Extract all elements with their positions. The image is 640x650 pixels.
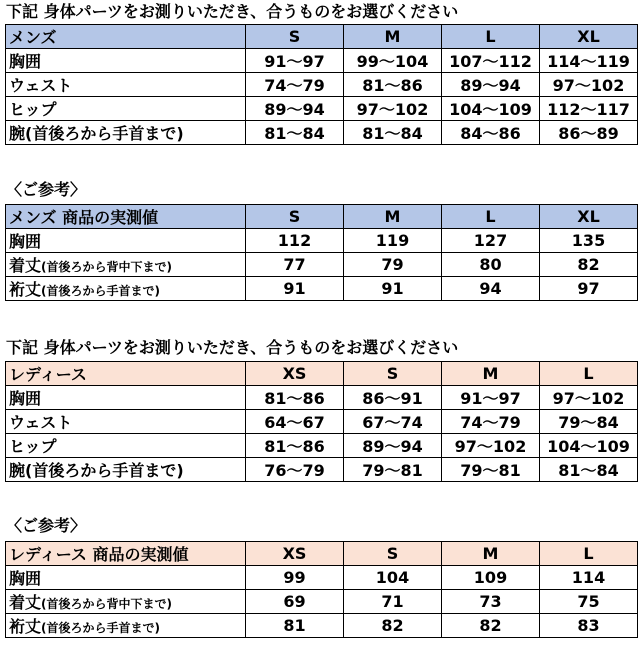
row-label-main: 胸囲 bbox=[9, 569, 42, 588]
row-label-sub: (首後ろから手首まで) bbox=[41, 621, 160, 635]
value-cell: 91 bbox=[344, 277, 442, 301]
value-cell: 104 bbox=[344, 566, 442, 590]
value-cell: 81〜84 bbox=[540, 458, 638, 482]
table-row bbox=[6, 410, 638, 434]
value-cell: 135 bbox=[540, 229, 638, 253]
value-cell: 81〜86 bbox=[344, 73, 442, 97]
value-cell: 71 bbox=[344, 590, 442, 614]
row-label: 腕(首後ろから手首まで) bbox=[6, 121, 246, 145]
value-cell: 79〜84 bbox=[540, 410, 638, 434]
size-header-m: M bbox=[344, 205, 442, 229]
value-cell: 86〜91 bbox=[344, 386, 442, 410]
value-cell: 73 bbox=[442, 590, 540, 614]
value-cell: 79〜81 bbox=[442, 458, 540, 482]
value-cell: 74〜79 bbox=[442, 410, 540, 434]
size-header-xs: XS bbox=[246, 542, 344, 566]
value-cell: 86〜89 bbox=[540, 121, 638, 145]
size-header-xl: XL bbox=[540, 205, 638, 229]
size-header-m: M bbox=[442, 542, 540, 566]
women-actual-heading: 〈ご参考〉 bbox=[6, 516, 87, 535]
value-cell: 112 bbox=[246, 229, 344, 253]
row-label bbox=[6, 566, 246, 590]
value-cell: 69 bbox=[246, 590, 344, 614]
row-label-sub: (首後ろから背中下まで) bbox=[41, 597, 172, 611]
value-cell: 104〜109 bbox=[540, 434, 638, 458]
size-header-l: L bbox=[442, 25, 540, 49]
table-row bbox=[6, 614, 638, 638]
table-row bbox=[6, 277, 638, 301]
value-cell: 119 bbox=[344, 229, 442, 253]
table-row bbox=[6, 229, 638, 253]
value-cell: 82 bbox=[344, 614, 442, 638]
value-cell: 97〜102 bbox=[442, 434, 540, 458]
value-cell: 97〜102 bbox=[540, 73, 638, 97]
row-label-sub: (首後ろから背中下まで) bbox=[41, 260, 172, 274]
value-cell: 81〜84 bbox=[344, 121, 442, 145]
value-cell: 89〜94 bbox=[246, 97, 344, 121]
value-cell: 97〜102 bbox=[344, 97, 442, 121]
value-cell: 91〜97 bbox=[246, 49, 344, 73]
table-row bbox=[6, 253, 638, 277]
table-row bbox=[6, 97, 638, 121]
value-cell: 114〜119 bbox=[540, 49, 638, 73]
value-cell: 84〜86 bbox=[442, 121, 540, 145]
men-guide-header-label: メンズ bbox=[6, 25, 246, 49]
row-label: 胸囲 bbox=[6, 49, 246, 73]
row-label bbox=[6, 253, 246, 277]
men-guide-table bbox=[5, 24, 638, 145]
row-label: ウェスト bbox=[6, 410, 246, 434]
size-header-s: S bbox=[246, 25, 344, 49]
men-guide-heading: 下記 身体パーツをお測りいただき、合うものをお選びください bbox=[6, 2, 459, 21]
value-cell: 64〜67 bbox=[246, 410, 344, 434]
table-row bbox=[6, 121, 638, 145]
size-header-xs: XS bbox=[246, 362, 344, 386]
value-cell: 79〜81 bbox=[344, 458, 442, 482]
value-cell: 97〜102 bbox=[540, 386, 638, 410]
row-label: 胸囲 bbox=[6, 386, 246, 410]
value-cell: 91 bbox=[246, 277, 344, 301]
men-guide-header-row bbox=[6, 25, 638, 49]
size-header-s: S bbox=[344, 542, 442, 566]
table-row bbox=[6, 458, 638, 482]
value-cell: 97 bbox=[540, 277, 638, 301]
size-header-xl: XL bbox=[540, 25, 638, 49]
row-label-main: 裄丈 bbox=[9, 617, 42, 636]
men-actual-header-label: メンズ 商品の実測値 bbox=[6, 205, 246, 229]
women-actual-header-row bbox=[6, 542, 638, 566]
table-row bbox=[6, 49, 638, 73]
table-row bbox=[6, 434, 638, 458]
table-row bbox=[6, 73, 638, 97]
value-cell: 89〜94 bbox=[344, 434, 442, 458]
size-header-s: S bbox=[246, 205, 344, 229]
row-label-main: 裄丈 bbox=[9, 280, 42, 299]
value-cell: 112〜117 bbox=[540, 97, 638, 121]
value-cell: 67〜74 bbox=[344, 410, 442, 434]
size-header-l: L bbox=[540, 362, 638, 386]
value-cell: 81〜86 bbox=[246, 434, 344, 458]
row-label: 腕(首後ろから手首まで) bbox=[6, 458, 246, 482]
value-cell: 94 bbox=[442, 277, 540, 301]
value-cell: 104〜109 bbox=[442, 97, 540, 121]
row-label-main: 着丈 bbox=[9, 593, 42, 612]
value-cell: 99 bbox=[246, 566, 344, 590]
value-cell: 75 bbox=[540, 590, 638, 614]
row-label bbox=[6, 614, 246, 638]
row-label: ウェスト bbox=[6, 73, 246, 97]
table-row bbox=[6, 386, 638, 410]
size-header-m: M bbox=[442, 362, 540, 386]
value-cell: 79 bbox=[344, 253, 442, 277]
women-actual-table bbox=[5, 541, 638, 638]
row-label-main: 着丈 bbox=[9, 256, 42, 275]
row-label bbox=[6, 590, 246, 614]
women-guide-heading: 下記 身体パーツをお測りいただき、合うものをお選びください bbox=[6, 338, 459, 357]
women-guide-header-label: レディース bbox=[6, 362, 246, 386]
value-cell: 114 bbox=[540, 566, 638, 590]
value-cell: 89〜94 bbox=[442, 73, 540, 97]
men-actual-header-row bbox=[6, 205, 638, 229]
row-label-main: 胸囲 bbox=[9, 232, 42, 251]
women-actual-header-label: レディース 商品の実測値 bbox=[6, 542, 246, 566]
value-cell: 107〜112 bbox=[442, 49, 540, 73]
value-cell: 109 bbox=[442, 566, 540, 590]
value-cell: 127 bbox=[442, 229, 540, 253]
table-row bbox=[6, 590, 638, 614]
value-cell: 76〜79 bbox=[246, 458, 344, 482]
size-header-l: L bbox=[540, 542, 638, 566]
value-cell: 80 bbox=[442, 253, 540, 277]
value-cell: 74〜79 bbox=[246, 73, 344, 97]
value-cell: 99〜104 bbox=[344, 49, 442, 73]
men-actual-heading: 〈ご参考〉 bbox=[6, 180, 87, 199]
table-row bbox=[6, 566, 638, 590]
value-cell: 81 bbox=[246, 614, 344, 638]
value-cell: 81〜86 bbox=[246, 386, 344, 410]
value-cell: 77 bbox=[246, 253, 344, 277]
value-cell: 91〜97 bbox=[442, 386, 540, 410]
row-label bbox=[6, 229, 246, 253]
value-cell: 81〜84 bbox=[246, 121, 344, 145]
value-cell: 83 bbox=[540, 614, 638, 638]
value-cell: 82 bbox=[540, 253, 638, 277]
women-guide-header-row bbox=[6, 362, 638, 386]
size-header-s: S bbox=[344, 362, 442, 386]
value-cell: 82 bbox=[442, 614, 540, 638]
size-header-m: M bbox=[344, 25, 442, 49]
row-label: ヒップ bbox=[6, 434, 246, 458]
men-actual-table bbox=[5, 204, 638, 301]
size-header-l: L bbox=[442, 205, 540, 229]
row-label: ヒップ bbox=[6, 97, 246, 121]
row-label bbox=[6, 277, 246, 301]
row-label-sub: (首後ろから手首まで) bbox=[41, 284, 160, 298]
women-guide-table bbox=[5, 361, 638, 482]
